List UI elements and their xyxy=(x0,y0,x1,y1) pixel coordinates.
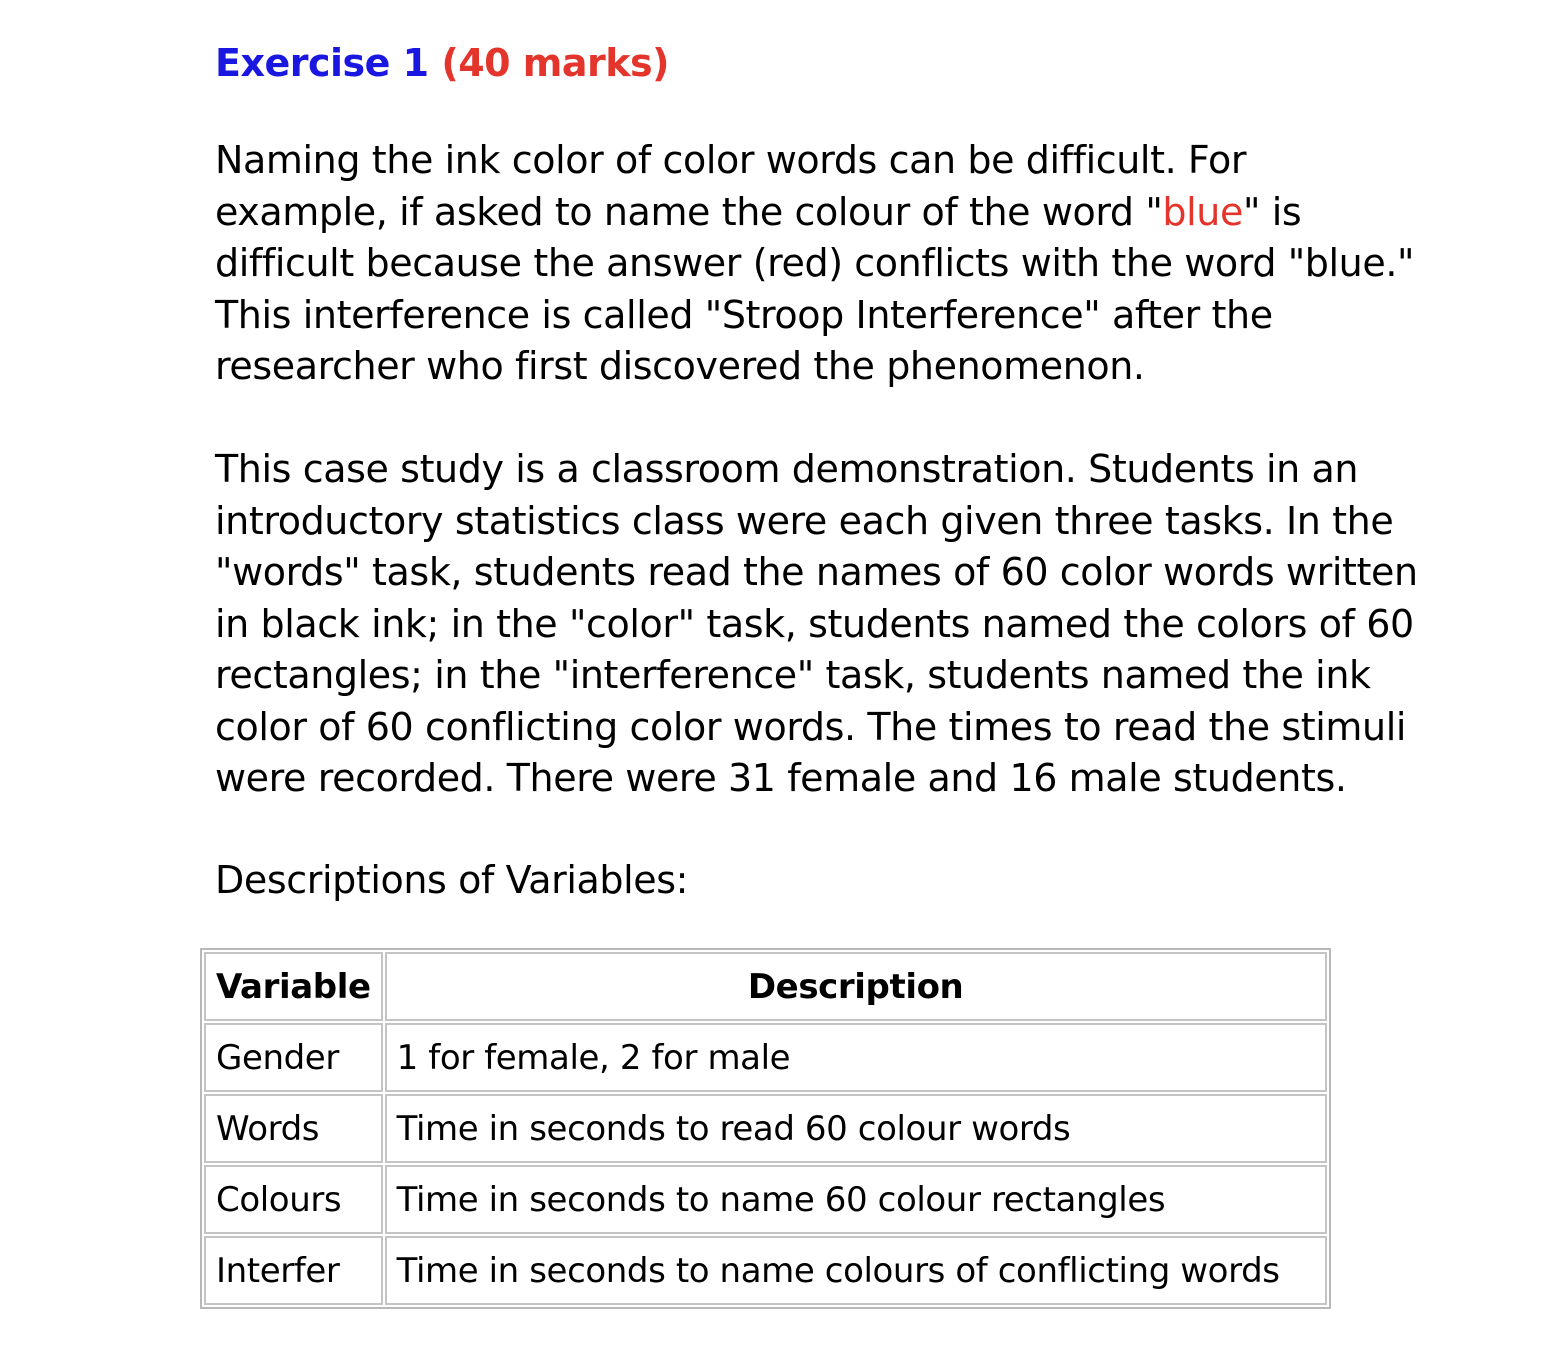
case-line-5: rectangles; in the "interference" task, students named the ink xyxy=(215,653,1371,697)
variable-cell: Colours xyxy=(204,1165,383,1234)
intro-line-5: researcher who first discovered the phenomenon. xyxy=(215,344,1145,388)
table-row xyxy=(204,1094,1327,1163)
table-header-row xyxy=(204,952,1327,1021)
intro-paragraph xyxy=(215,135,1414,393)
exercise-heading xyxy=(215,38,1535,88)
case-line-2: introductory statistics class were each given three tasks. In the xyxy=(215,498,1394,543)
intro-line-2 xyxy=(215,187,1414,239)
description-cell: 1 for female, 2 for male xyxy=(385,1023,1327,1092)
variables-table xyxy=(200,948,1331,1309)
intro-line-3: difficult because the answer (red) conflicts with the word "blue." xyxy=(215,241,1415,285)
variable-cell: Words xyxy=(204,1094,383,1163)
intro-line-1: Naming the ink color of color words can be difficult. For xyxy=(215,138,1247,182)
exercise-document xyxy=(215,38,1535,902)
table-row xyxy=(204,1236,1327,1305)
variable-cell: Gender xyxy=(204,1023,383,1092)
description-cell: Time in seconds to read 60 colour words xyxy=(385,1094,1327,1163)
exercise-marks: (40 marks) xyxy=(441,41,670,85)
variable-cell: Interfer xyxy=(204,1236,383,1305)
exercise-title: Exercise 1 xyxy=(215,41,429,85)
column-header-description: Description xyxy=(385,952,1327,1021)
case-line-3: "words" task, students read the names of 60 color words written xyxy=(215,550,1418,594)
table-row xyxy=(204,1165,1327,1234)
intro-line-4: This interference is called "Stroop Interference" after the xyxy=(215,292,1273,337)
column-header-variable: Variable xyxy=(204,952,383,1021)
case-line-4: in black ink; in the "color" task, students named the colors of 60 xyxy=(215,601,1414,646)
variables-caption: Descriptions of Variables: xyxy=(215,858,689,902)
description-cell: Time in seconds to name colours of conflicting words xyxy=(385,1236,1327,1305)
case-line-7: were recorded. There were 31 female and 16 male students. xyxy=(215,756,1347,800)
case-study-paragraph xyxy=(215,444,1418,805)
intro-line-2-end: " is xyxy=(1242,189,1302,234)
highlighted-word-blue: blue xyxy=(1162,189,1243,234)
intro-line-2-start: example, if asked to name the colour of the word " xyxy=(215,189,1163,234)
case-line-1: This case study is a classroom demonstration. Students in an xyxy=(215,447,1359,491)
case-line-6: color of 60 conflicting color words. The times to read the stimuli xyxy=(215,704,1407,749)
description-cell: Time in seconds to name 60 colour rectangles xyxy=(385,1165,1327,1234)
table-row xyxy=(204,1023,1327,1092)
